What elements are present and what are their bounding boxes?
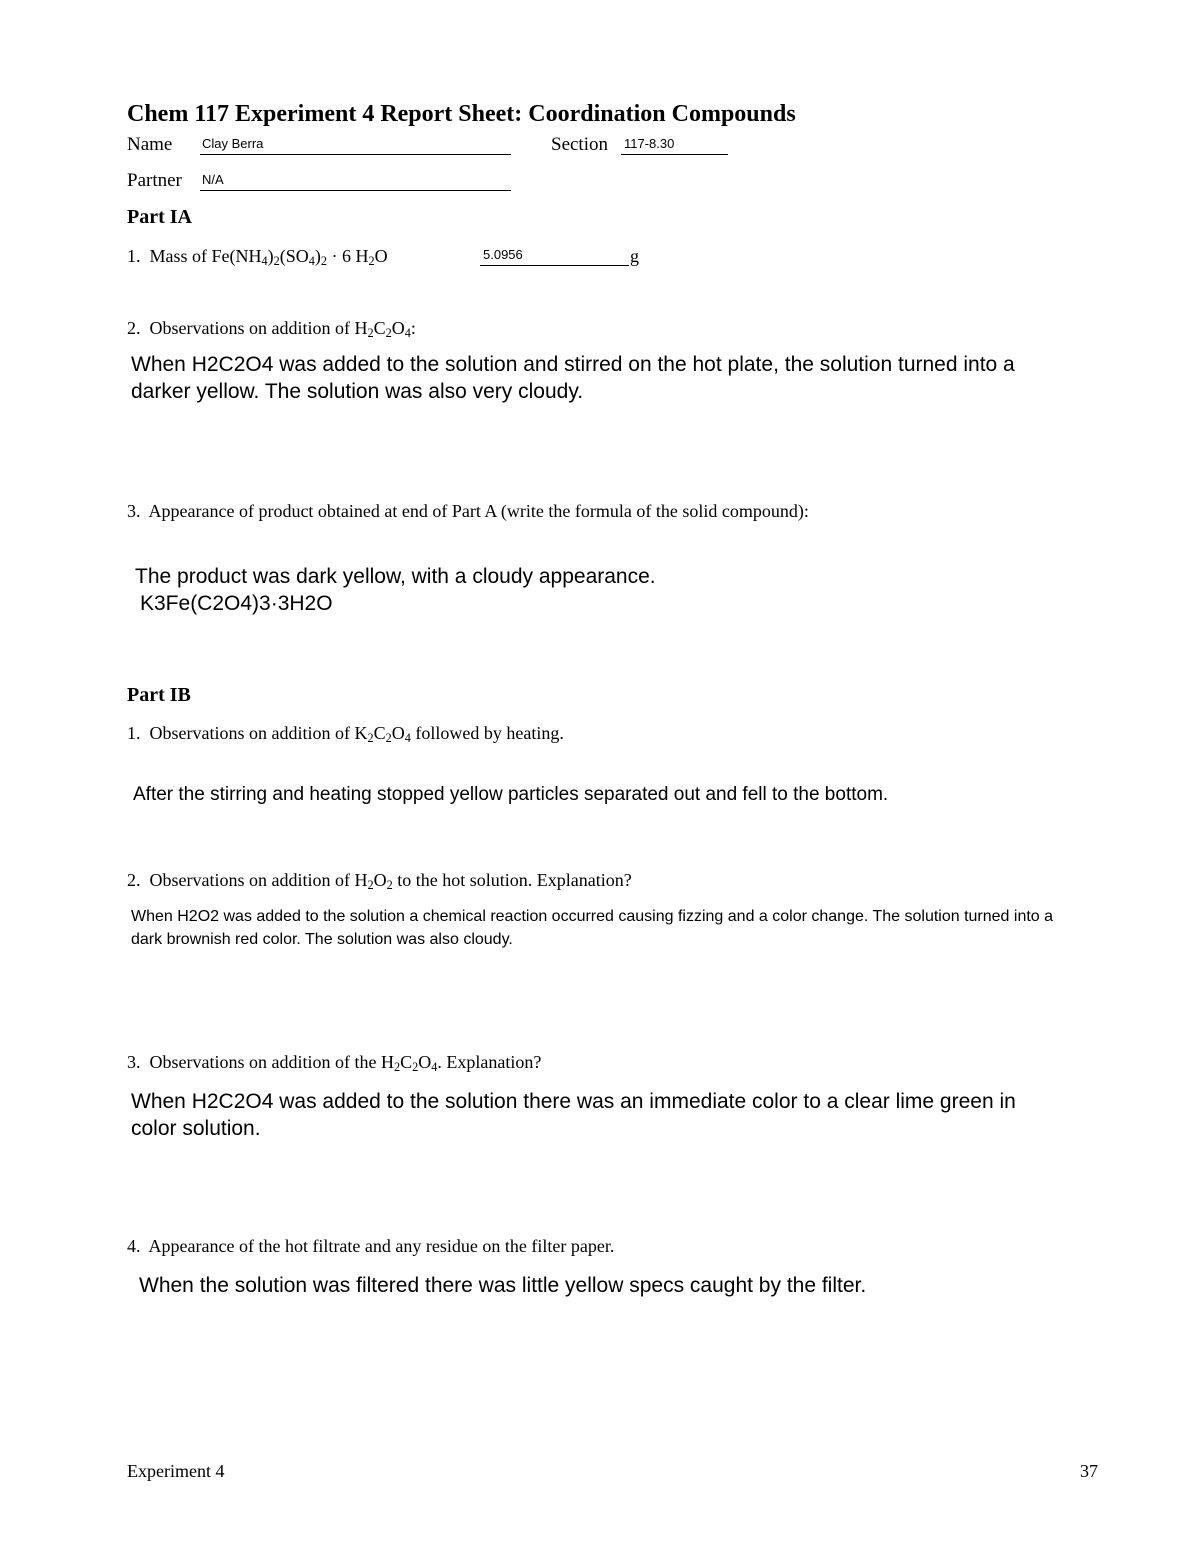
part-ia-heading: Part IA xyxy=(127,206,192,228)
section-field[interactable]: 117-8.30 xyxy=(624,136,675,151)
name-field[interactable]: Clay Berra xyxy=(202,136,264,151)
page-number: 37 xyxy=(1080,1461,1098,1481)
partner-label: Partner xyxy=(127,170,182,191)
section-label: Section xyxy=(551,134,608,155)
part-ib-q1-prompt: 1. Observations on addition of $K_2C_2O_4$ followed by heating. xyxy=(127,723,564,746)
partner-field[interactable]: N/A xyxy=(202,172,224,187)
name-underline xyxy=(200,154,511,155)
partner-underline xyxy=(200,190,511,191)
part-ib-q2-prompt: 2. Observations on addition of $H_2O_2$ to the hot solution. Explanation? xyxy=(127,870,632,893)
mass-underline xyxy=(480,265,629,266)
part-ib-q3-prompt: 3. Observations on addition of the $H_2C_2O_4$. Explanation? xyxy=(127,1052,542,1075)
part-ib-q4-answer[interactable]: When the solution was filtered there was little yellow specs caught by the filter. xyxy=(139,1274,867,1297)
part-ia-q2-prompt: 2. Observations on addition of $H_2C_2O_4$: xyxy=(127,318,416,341)
part-ib-q2-answer[interactable]: When H2O2 was added to the solution a chemical reaction occurred causing fizzing and a color change. The solution turned into a dark brownish red color. The solution was also cloudy. xyxy=(131,908,1054,948)
footer-experiment-label: Experiment 4 xyxy=(127,1461,225,1481)
part-ia-q3-answer[interactable] xyxy=(135,563,656,617)
part-ib-q4-prompt: 4. Appearance of the hot filtrate and any residue on the filter paper. xyxy=(127,1236,615,1256)
page-title: Chem 117 Experiment 4 Report Sheet: Coordination Compounds xyxy=(127,101,796,127)
part-ib-q1-answer[interactable]: After the stirring and heating stopped yellow particles separated out and fell to the bottom. xyxy=(133,784,889,805)
mass-unit: g xyxy=(630,246,639,266)
part-ia-q1-prompt: 1. Mass of $Fe(NH_4)_2(SO_4)_2 \cdot 6$ $H_2O$ xyxy=(127,246,388,269)
mass-answer-field[interactable]: 5.0956 xyxy=(483,247,523,262)
name-label: Name xyxy=(127,134,173,155)
product-formula-text: K3Fe(C2O4)3·3H2O xyxy=(140,592,333,615)
part-ia-q3-prompt: 3. Appearance of product obtained at end of Part A (write the formula of the solid compound): xyxy=(127,501,809,521)
section-underline xyxy=(621,154,728,155)
part-ib-heading: Part IB xyxy=(127,684,191,706)
part-ia-q2-answer[interactable]: When H2C2O4 was added to the solution and stirred on the hot plate, the solution turned into a darker yellow. The solution was also very cloudy. xyxy=(131,353,1015,403)
part-ib-q3-answer[interactable]: When H2C2O4 was added to the solution there was an immediate color to a clear lime green in color solution. xyxy=(131,1090,1016,1140)
product-appearance-text: The product was dark yellow, with a cloudy appearance. xyxy=(135,565,656,588)
